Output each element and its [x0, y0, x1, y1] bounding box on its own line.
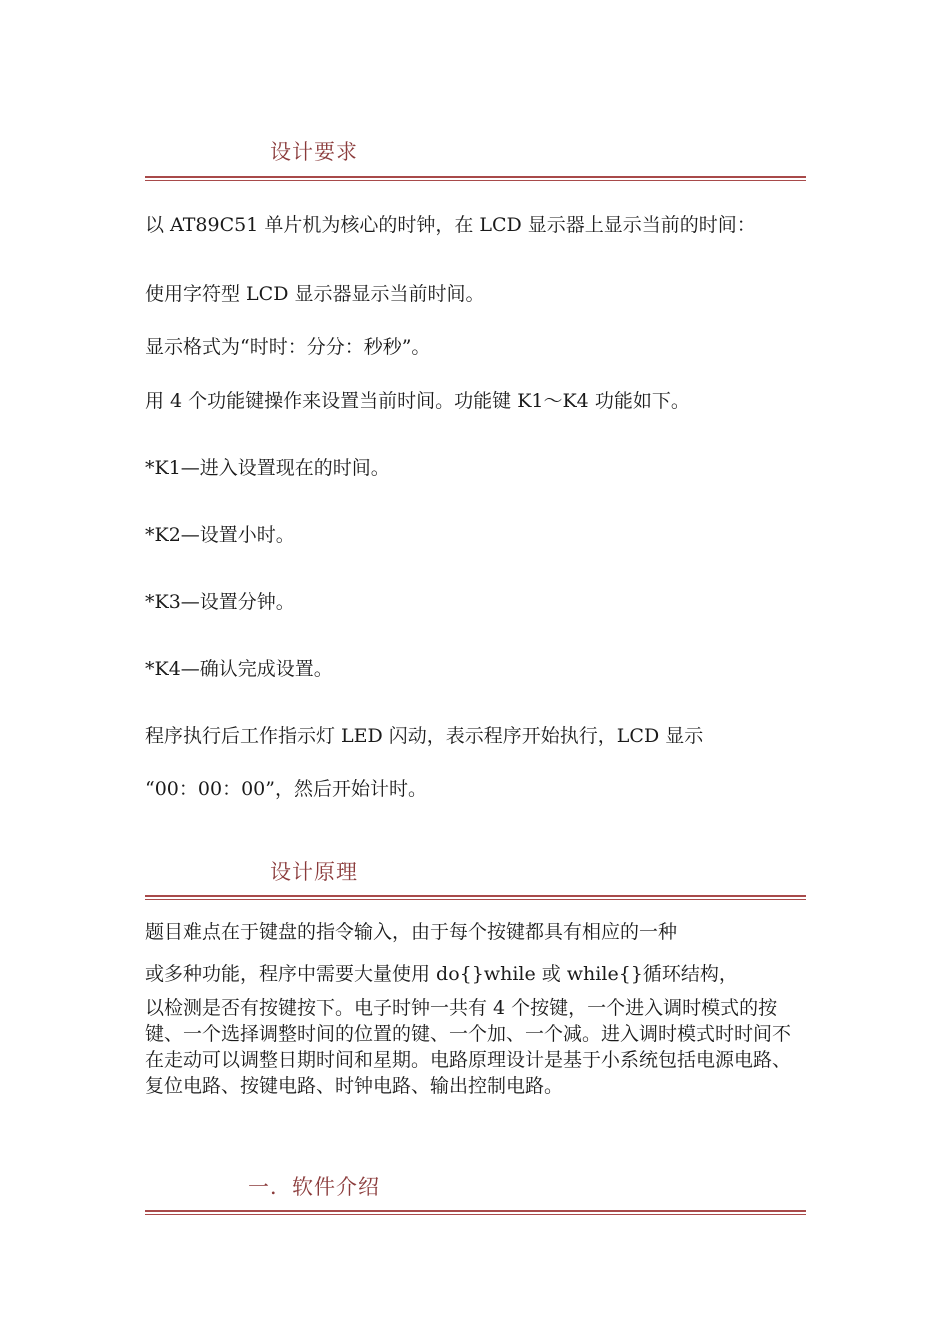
requirement-line: *K3—设置分钟。 — [145, 591, 295, 613]
requirement-line: 程序执行后工作指示灯 LED 闪动，表示程序开始执行，LCD 显示 — [145, 725, 704, 747]
principle-line — [145, 917, 677, 944]
requirement-line: “00：00：00”，然后开始计时。 — [145, 778, 427, 800]
requirement-line: *K2—设置小时。 — [145, 524, 295, 546]
section-title-requirements: 设计要求 — [270, 140, 358, 164]
section-divider — [145, 1210, 806, 1215]
section-divider — [145, 176, 806, 181]
section-title-software: 一．软件介绍 — [248, 1175, 380, 1199]
requirement-line: 显示格式为“时时：分分：秒秒”。 — [145, 336, 431, 358]
section-divider — [145, 895, 806, 900]
requirement-line: 使用字符型 LCD 显示器显示当前时间。 — [145, 283, 485, 305]
principle-paragraph: 以检测是否有按键按下。电子时钟一共有 4 个按键，一个进入调时模式的按键、一个选择调整时间的位置的键、一个加、一个减。进入调时模式时时间不在走动可以调整日期时间和星期。电路原理设计是基于小系统包括电源电路、复位电路、按键电路、时钟电路、输出控制电路。 — [145, 997, 792, 1097]
requirement-line: *K4—确认完成设置。 — [145, 658, 333, 680]
section-title-principle: 设计原理 — [270, 860, 358, 884]
principle-text: 题目难点在于键盘的指令输入，由于每个按键都具有相应的一种 — [145, 921, 678, 943]
requirement-line: 用 4 个功能键操作来设置当前时间。功能键 K1～K4 功能如下。 — [145, 390, 690, 412]
requirement-line: *K1—进入设置现在的时间。 — [145, 457, 390, 479]
principle-line: 或多种功能，程序中需要大量使用 do{}while 或 while{}循环结构， — [145, 963, 738, 985]
requirement-line: 以 AT89C51 单片机为核心的时钟，在 LCD 显示器上显示当前的时间： — [145, 214, 756, 236]
